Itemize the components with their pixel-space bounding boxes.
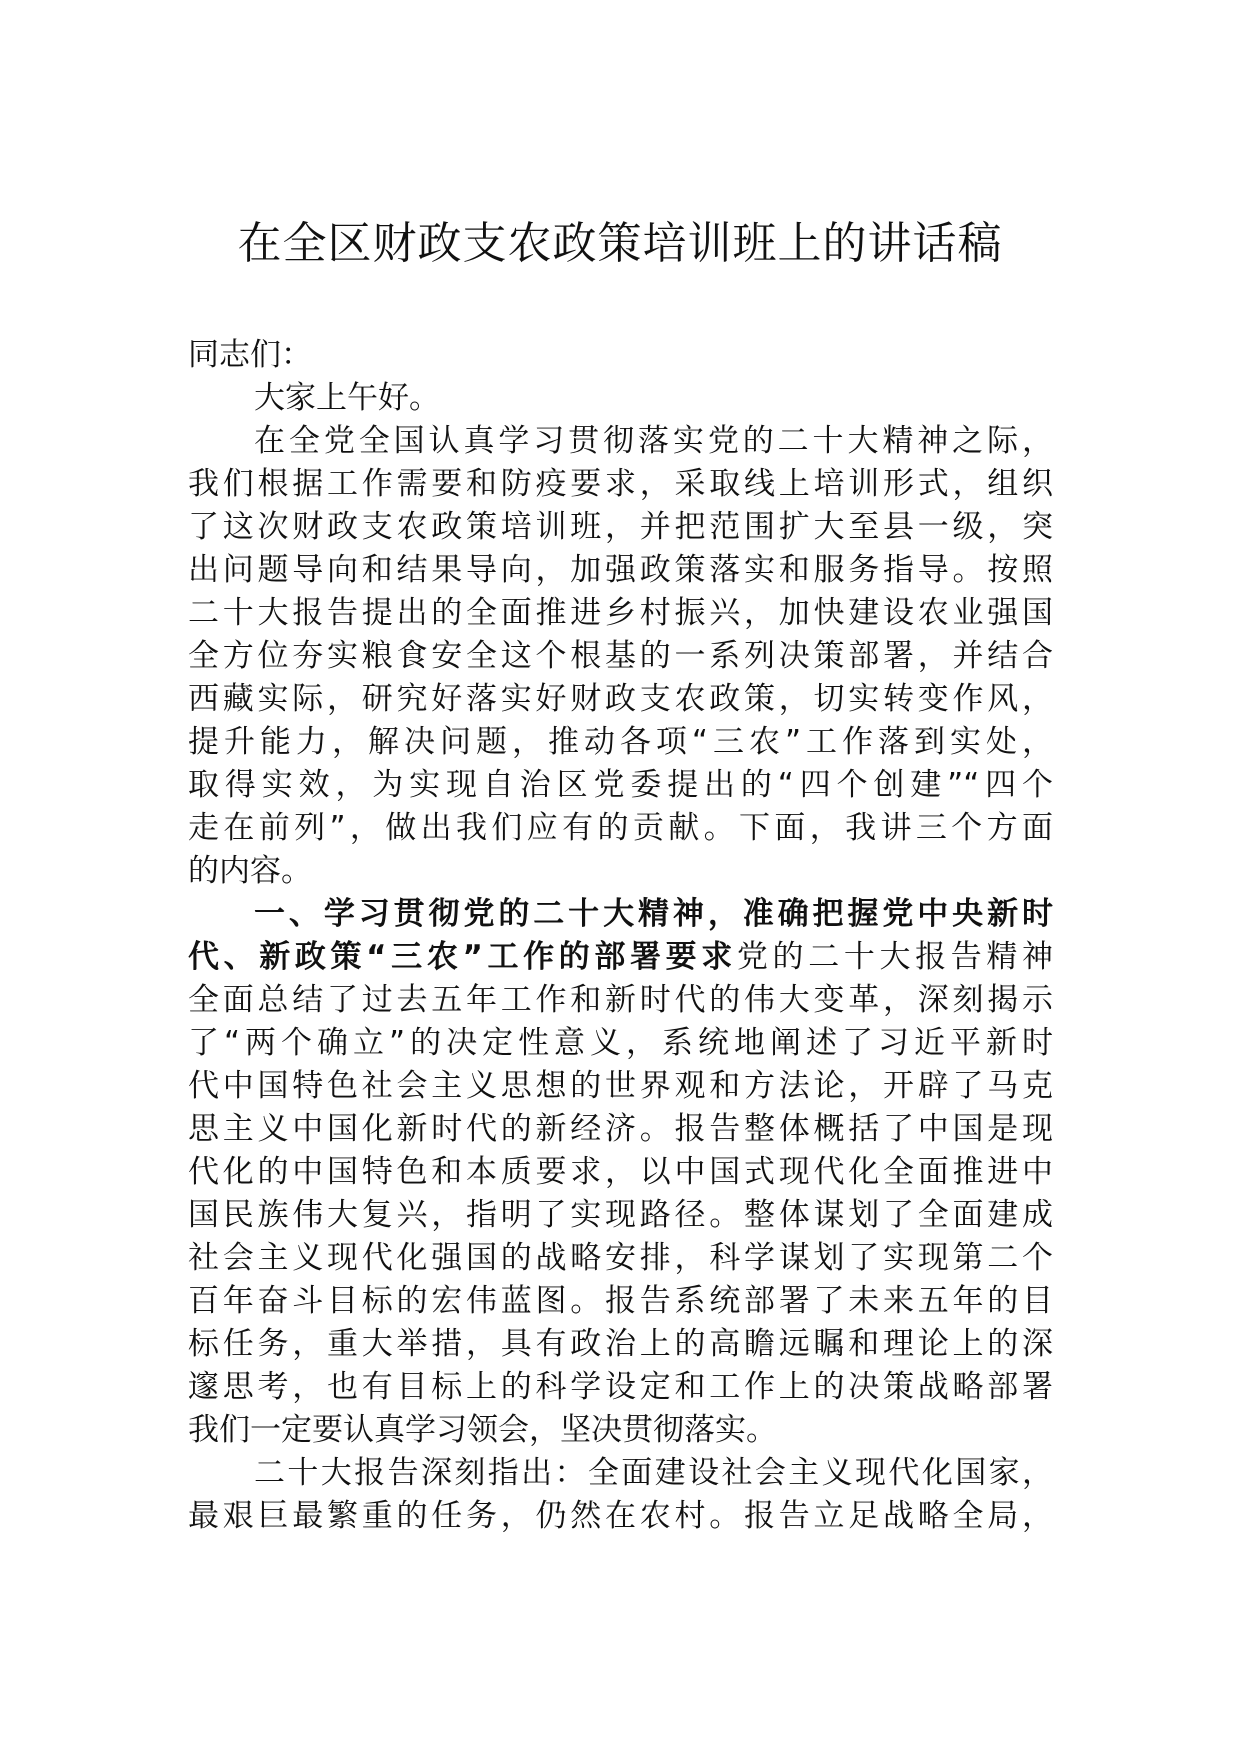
paragraph-line: 走在前列”，做出我们应有的贡献。下面，我讲三个方面 bbox=[188, 810, 1053, 846]
paragraph-line: 我们一定要认真学习领会，坚决贯彻落实。 bbox=[188, 1412, 777, 1448]
paragraph-line: 邃思考，也有目标上的科学设定和工作上的决策战略部署 bbox=[188, 1369, 1053, 1405]
paragraph-line: 出问题导向和结果导向，加强政策落实和服务指导。按照 bbox=[188, 552, 1053, 588]
paragraph-line: 最艰巨最繁重的任务，仍然在农村。报告立足战略全局， bbox=[188, 1498, 1053, 1534]
paragraph-text: 党的二十大报告精神 bbox=[736, 939, 1054, 975]
paragraph-line: 在全党全国认真学习贯彻落实党的二十大精神之际， bbox=[254, 423, 1053, 459]
paragraph-line: 取得实效，为实现自治区党委提出的“四个创建”“四个 bbox=[188, 767, 1053, 803]
paragraph-line: 国民族伟大复兴，指明了实现路径。整体谋划了全面建成 bbox=[188, 1197, 1053, 1233]
paragraph-line: 全面总结了过去五年工作和新时代的伟大变革，深刻揭示 bbox=[188, 982, 1053, 1018]
paragraph-line: 了这次财政支农政策培训班，并把范围扩大至县一级，突 bbox=[188, 509, 1053, 545]
paragraph-line: 大家上午好。 bbox=[254, 380, 440, 416]
paragraph-line: 社会主义现代化强国的战略安排，科学谋划了实现第二个 bbox=[188, 1240, 1053, 1276]
paragraph-line: 百年奋斗目标的宏伟蓝图。报告系统部署了未来五年的目 bbox=[188, 1283, 1053, 1319]
paragraph-line: 提升能力，解决问题，推动各项“三农”工作落到实处， bbox=[188, 724, 1053, 760]
salutation: 同志们： bbox=[188, 337, 312, 373]
section-heading-line bbox=[188, 936, 1053, 979]
paragraph-line: 西藏实际，研究好落实好财政支农政策，切实转变作风， bbox=[188, 681, 1053, 717]
paragraph-line: 二十大报告提出的全面推进乡村振兴，加快建设农业强国 bbox=[188, 595, 1053, 631]
paragraph-line: 全方位夯实粮食安全这个根基的一系列决策部署，并结合 bbox=[188, 638, 1053, 674]
paragraph-line: 的内容。 bbox=[188, 853, 312, 889]
paragraph-line: 代中国特色社会主义思想的世界观和方法论，开辟了马克 bbox=[188, 1068, 1053, 1104]
paragraph-line: 我们根据工作需要和防疫要求，采取线上培训形式，组织 bbox=[188, 466, 1053, 502]
paragraph-line: 了“两个确立”的决定性意义，系统地阐述了习近平新时 bbox=[188, 1025, 1053, 1061]
document-body bbox=[188, 334, 1053, 1538]
paragraph-line: 代化的中国特色和本质要求，以中国式现代化全面推进中 bbox=[188, 1154, 1053, 1190]
section-heading-text: 代、新政策“三农”工作的部署要求 bbox=[188, 939, 737, 975]
paragraph-line: 思主义中国化新时代的新经济。报告整体概括了中国是现 bbox=[188, 1111, 1053, 1147]
section-heading-line: 一、学习贯彻党的二十大精神，准确把握党中央新时 bbox=[254, 896, 1053, 932]
paragraph-line: 二十大报告深刻指出：全面建设社会主义现代化国家， bbox=[254, 1455, 1053, 1491]
document-title: 在全区财政支农政策培训班上的讲话稿 bbox=[237, 218, 1003, 269]
paragraph-line: 标任务，重大举措，具有政治上的高瞻远瞩和理论上的深 bbox=[188, 1326, 1053, 1362]
